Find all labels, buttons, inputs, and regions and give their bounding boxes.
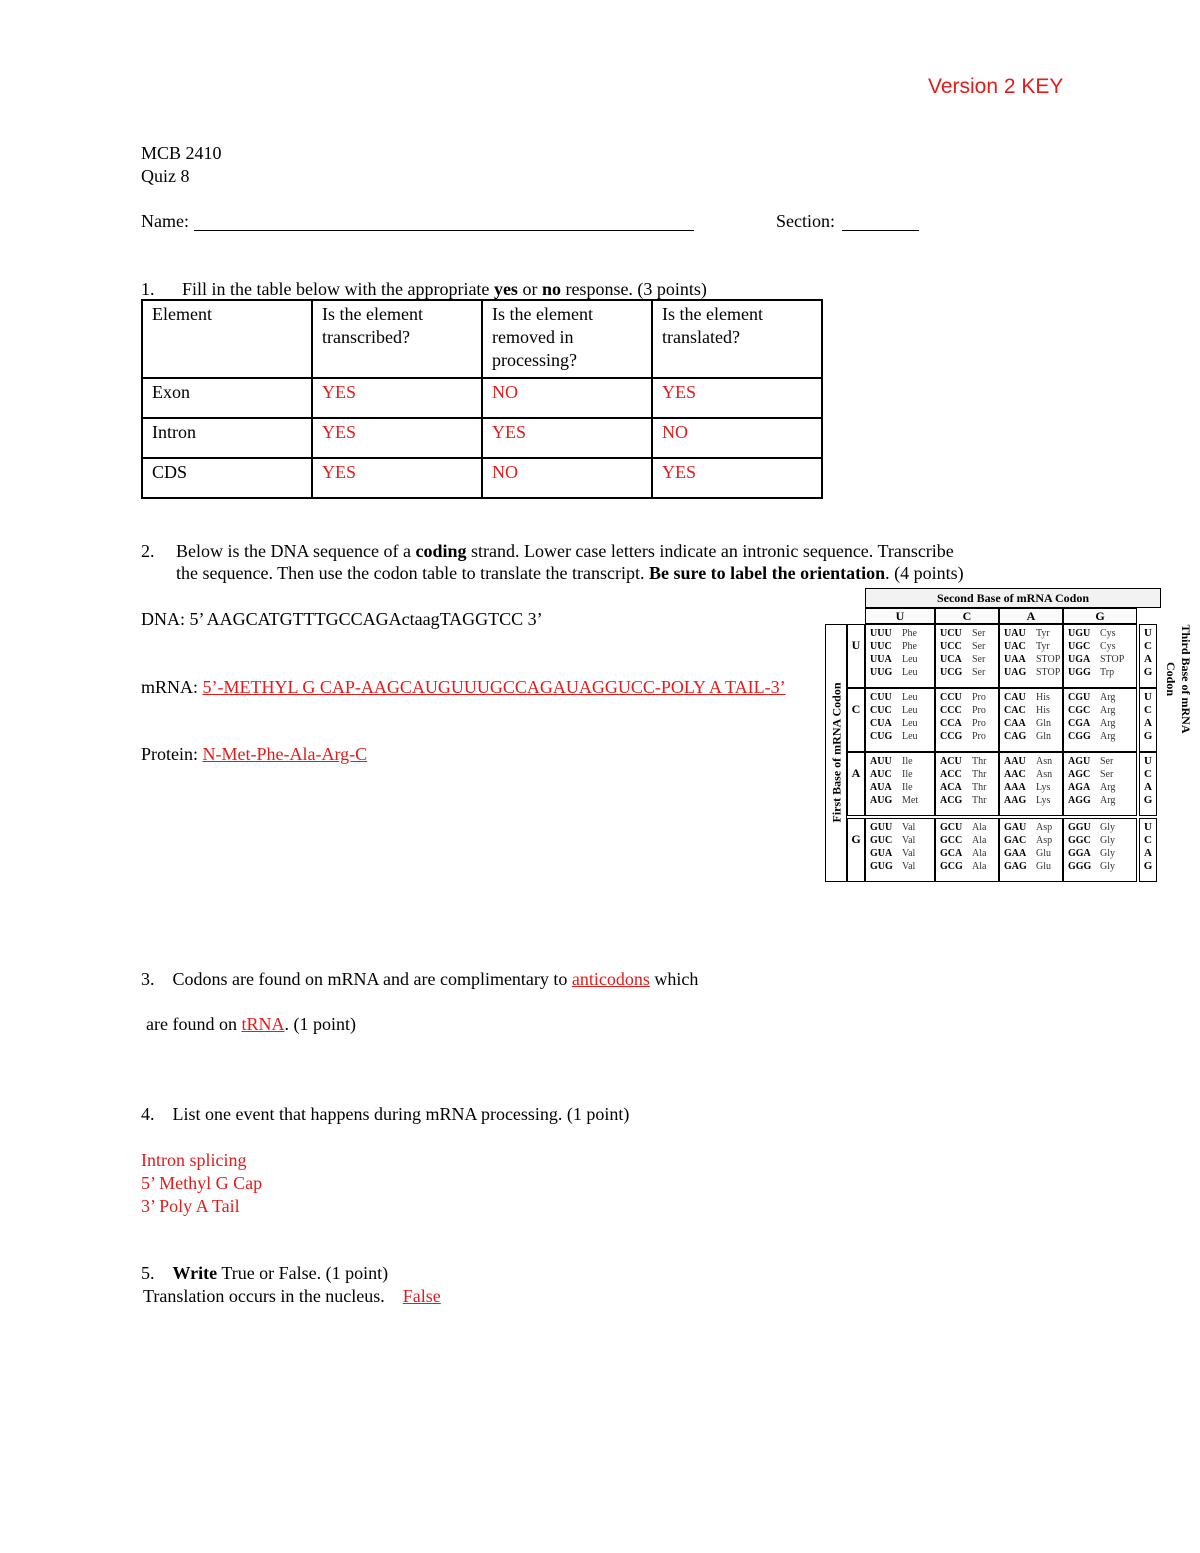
- name-label: Name:: [141, 211, 189, 231]
- q3-answer-trna: tRNA: [241, 1014, 285, 1034]
- dna-sequence: DNA: 5’ AAGCATGTTTGCCAGActaagTAGGTCC 3’: [141, 609, 543, 629]
- codon-table-title: Second Base of mRNA Codon: [865, 588, 1161, 608]
- codon-cell: AAU Asn AAC Asn AAA Lys AAG Lys: [999, 752, 1063, 816]
- answer-cell: NO: [482, 458, 652, 498]
- protein-answer: N-Met-Phe-Ala-Arg-C: [202, 744, 368, 764]
- q5-prompt: 5. Write True or False. (1 point): [141, 1263, 389, 1283]
- q3-line1: 3. Codons are found on mRNA and are complimentary to anticodons which: [141, 969, 699, 989]
- q5-statement-line: Translation occurs in the nucleus. False: [143, 1286, 441, 1306]
- second-base-c: C: [935, 608, 999, 624]
- answer-cell: YES: [312, 378, 482, 418]
- first-base-u: U: [847, 624, 865, 688]
- third-base-column: U C A G: [1139, 688, 1157, 752]
- first-base-c: C: [847, 688, 865, 752]
- q4-answer: 5’ Methyl G Cap: [141, 1173, 263, 1193]
- second-base-u: U: [865, 608, 935, 624]
- codon-cell: UCU Ser UCC Ser UCA Ser UCG Ser: [935, 624, 999, 688]
- codon-cell: CUU Leu CUC Leu CUA Leu CUG Leu: [865, 688, 935, 752]
- table-row: [142, 378, 822, 418]
- third-base-label: Third Base of mRNA Codon: [1164, 624, 1193, 734]
- answer-cell: NO: [652, 418, 822, 458]
- first-base-g: G: [847, 818, 865, 882]
- q4-prompt: 4. List one event that happens during mRNA processing. (1 point): [141, 1104, 630, 1124]
- second-base-a: A: [999, 608, 1063, 624]
- table-header-row: [142, 300, 822, 378]
- answer-cell: NO: [482, 378, 652, 418]
- q3-answer-anticodons: anticodons: [571, 969, 650, 989]
- third-base-column: U C A G: [1139, 818, 1157, 882]
- q1-prompt: Fill in the table below with the appropriate yes or no response. (3 points): [182, 279, 707, 299]
- header-cell: Is the element translated?: [652, 300, 822, 378]
- third-base-axis: [1161, 624, 1193, 734]
- answer-cell: YES: [652, 458, 822, 498]
- q2-prompt-line2: the sequence. Then use the codon table to translate the transcript. Be sure to label the orientation. (4 points): [176, 563, 964, 583]
- first-base-label: First Base of mRNA Codon: [829, 682, 844, 823]
- codon-cell: GGU Gly GGC Gly GGA Gly GGG Gly: [1063, 818, 1137, 882]
- codon-cell: UAU Tyr UAC Tyr UAA STOP UAG STOP: [999, 624, 1063, 688]
- course-title: MCB 2410: [141, 143, 222, 163]
- codon-table: [825, 588, 1193, 884]
- element-cell: Intron: [142, 418, 312, 458]
- section-line[interactable]: [842, 230, 919, 231]
- answer-cell: YES: [482, 418, 652, 458]
- header-cell: Is the element transcribed?: [312, 300, 482, 378]
- codon-cell: CAU His CAC His CAA Gln CAG Gln: [999, 688, 1063, 752]
- version-key: Version 2 KEY: [928, 75, 1064, 98]
- third-base-column: U C A G: [1139, 752, 1157, 816]
- answer-cell: YES: [312, 418, 482, 458]
- answer-cell: YES: [652, 378, 822, 418]
- section-label: Section:: [776, 211, 835, 231]
- codon-cell: AGU Ser AGC Ser AGA Arg AGG Arg: [1063, 752, 1137, 816]
- q1-table: [141, 299, 823, 499]
- mrna-answer: 5’-METHYL G CAP-AAGCAUGUUUGCCAGAUAGGUCC-POLY A TAIL-3’: [202, 677, 786, 697]
- header-cell: Is the element removed in processing?: [482, 300, 652, 378]
- codon-cell: AUU Ile AUC Ile AUA Ile AUG Met: [865, 752, 935, 816]
- third-base-column: U C A G: [1139, 624, 1157, 688]
- q4-answer: Intron splicing: [141, 1150, 247, 1170]
- codon-cell: GAU Asp GAC Asp GAA Glu GAG Glu: [999, 818, 1063, 882]
- protein-line: Protein: N-Met-Phe-Ala-Arg-C: [141, 744, 368, 764]
- q2-prompt-line1: Below is the DNA sequence of a coding strand. Lower case letters indicate an intronic sequence. Transcribe: [176, 541, 954, 561]
- q3-line2: are found on tRNA. (1 point): [146, 1014, 356, 1034]
- codon-cell: UUU Phe UUC Phe UUA Leu UUG Leu: [865, 624, 935, 688]
- first-base-a: A: [847, 752, 865, 816]
- q1-number: 1.: [141, 279, 155, 299]
- quiz-title: Quiz 8: [141, 166, 190, 186]
- second-base-g: G: [1063, 608, 1137, 624]
- answer-cell: YES: [312, 458, 482, 498]
- codon-cell: ACU Thr ACC Thr ACA Thr ACG Thr: [935, 752, 999, 816]
- q5-answer: False: [402, 1286, 441, 1306]
- codon-cell: UGU Cys UGC Cys UGA STOP UGG Trp: [1063, 624, 1137, 688]
- table-row: [142, 458, 822, 498]
- element-cell: Exon: [142, 378, 312, 418]
- element-cell: CDS: [142, 458, 312, 498]
- header-cell: Element: [142, 300, 312, 378]
- mrna-line: mRNA: 5’-METHYL G CAP-AAGCAUGUUUGCCAGAUAGGUCC-POLY A TAIL-3’: [141, 677, 786, 697]
- q4-answer: 3’ Poly A Tail: [141, 1196, 240, 1216]
- table-row: [142, 418, 822, 458]
- q2-number: 2.: [141, 541, 155, 561]
- first-base-axis: [825, 624, 847, 882]
- codon-cell: CCU Pro CCC Pro CCA Pro CCG Pro: [935, 688, 999, 752]
- codon-cell: GUU Val GUC Val GUA Val GUG Val: [865, 818, 935, 882]
- codon-cell: GCU Ala GCC Ala GCA Ala GCG Ala: [935, 818, 999, 882]
- codon-cell: CGU Arg CGC Arg CGA Arg CGG Arg: [1063, 688, 1137, 752]
- name-line[interactable]: [194, 230, 694, 231]
